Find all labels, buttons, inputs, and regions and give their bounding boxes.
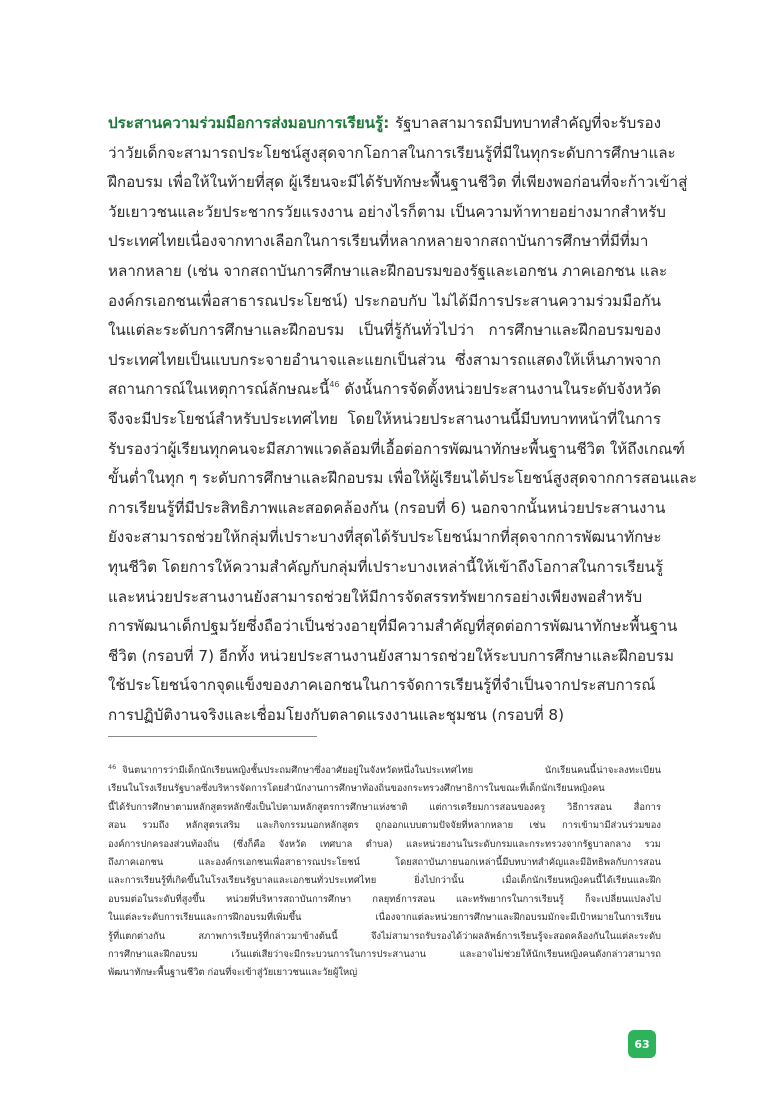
footnote-line: ถึงภาคเอกชน และองค์กรเอกชนเพื่อสาธารณประโยชน์ โดยสถาบันภายนอกเหล่านี้มีบทบาทสำคัญและมีอิทธิพลกับการสอน xyxy=(108,856,661,868)
paragraph-line: การเรียนรู้ที่มีประสิทธิภาพและสอดคล้องกัน (กรอบที่ 6) นอกจากนั้นหน่วยประสานงาน xyxy=(108,498,666,517)
paragraph-line: การปฏิบัติงานจริงและเชื่อมโยงกับตลาดแรงงานและชุมชน (กรอบที่ 8) xyxy=(108,705,565,724)
footnote-line: สอน รวมถึง หลักสูตรเสริม และกิจกรรมนอกหลักสูตร ถูกออกแบบตามปัจจัยที่หลากหลาย เช่น การเข้ามามีส่วนร่วมของ xyxy=(108,820,661,832)
footnote-line: การศึกษาและฝึกอบรม เว้นแต่เสียว่าจะมีกระบวนการในการประสานงาน และอาจไม่ช่วยให้นักเรียนหญิงคนดังกล่าวสามารถ xyxy=(108,948,661,960)
footnote xyxy=(108,762,661,983)
paragraph-line: หลากหลาย (เช่น จากสถาบันการศึกษาและฝึกอบรมของรัฐและเอกชน ภาคเอกชน และ xyxy=(108,261,668,280)
paragraph-line: และหน่วยประสานงานยังสามารถช่วยให้มีการจัดสรรทรัพยากรอย่างเพียงพอสำหรับ xyxy=(108,587,643,606)
paragraph-line-1: ประสานความร่วมมือการส่งมอบการเรียนรู้: รัฐบาลสามารถมีบทบาทสำคัญที่จะรับรอง xyxy=(108,114,661,132)
footnote-line: รู้ที่แตกต่างกัน สภาพการเรียนรู้ที่กล่าวมาข้างต้นนี้ จึงไม่สามารถรับรองได้ว่าผลลัพธ์การเรียนรู้จะสอดคล้องกันในแต่ละระดับ xyxy=(108,930,661,942)
footnote-number: 46 xyxy=(108,763,117,771)
paragraph-line: ประเทศไทยเป็นแบบกระจายอำนาจและแยกเป็นส่วน ซึ่งสามารถแสดงให้เห็นภาพจาก xyxy=(108,350,661,369)
section-heading: ประสานความร่วมมือการส่งมอบการเรียนรู้: xyxy=(108,114,390,132)
footnote-line: เรียนในโรงเรียนรัฐบาลซึ่งบริหารจัดการโดยสำนักงานการศึกษาท้องถิ่นของกระทรวงศึกษาธิการในขณะที่เด็กนักเรียนหญิงคน xyxy=(108,783,605,795)
paragraph-line-footnote-ref: สถานการณ์ในเหตุการณ์ลักษณะนี้$^{46}$ ดังนั้นการจัดตั้งหน่วยประสานงานในระดับจังหวัด xyxy=(108,380,661,399)
footnote-separator xyxy=(108,736,317,737)
footnote-line: พัฒนาทักษะพื้นฐานชีวิต ก่อนที่จะเข้าสู่วัยเยาวชนและวัยผู้ใหญ่ xyxy=(108,967,358,979)
page-number: 63 xyxy=(634,1037,650,1051)
paragraph-line: รับรองว่าผู้เรียนทุกคนจะมีสภาพแวดล้อมที่เอื้อต่อการพัฒนาทักษะพื้นฐานชีวิต ให้ถึงเกณฑ์ xyxy=(108,439,685,458)
page-number-badge xyxy=(628,1030,656,1058)
footnote-line: อบรมต่อในระดับที่สูงขึ้น หน่วยที่บริหารสถาบันการศึกษา กลยุทธ์การสอน และทรัพยากรในการเรียนรู้ ก็จะเปลี่ยนแปลงไป xyxy=(108,893,661,905)
paragraph-line: องค์กรเอกชนเพื่อสาธารณประโยชน์) ประกอบกับ ไม่ได้มีการประสานความร่วมมือกัน xyxy=(108,291,661,310)
footnote-reference[interactable]: 46 xyxy=(329,380,340,390)
footnote-line: ในแต่ละระดับการเรียนและการฝึกอบรมที่เพิ่มขึ้น เนื่องจากแต่ละหน่วยการศึกษาและฝึกอบรมมักจะมีเป้าหมายในการเรียน xyxy=(108,912,661,924)
paragraph-line: ว่าวัยเด็กจะสามารถประโยชน์สูงสุดจากโอกาสในการเรียนรู้ที่มีในทุกระดับการศึกษาและ xyxy=(108,143,676,162)
main-paragraph xyxy=(108,109,697,730)
paragraph-line: ชีวิต (กรอบที่ 7) อีกทั้ง หน่วยประสานงานยังสามารถช่วยให้ระบบการศึกษาและฝึกอบรม xyxy=(108,646,674,665)
paragraph-line: ยังจะสามารถช่วยให้กลุ่มที่เปราะบางที่สุดได้รับประโยชน์มากที่สุดจากการพัฒนาทักษะ xyxy=(108,528,662,547)
footnote-line-1: $^{46}$ จินตนาการว่ามีเด็กนักเรียนหญิงชั้นประถมศึกษาซึ่งอาศัยอยู่ในจังหวัดหนึ่งในประเทศไทย นักเรียนคนนี้น่าจะลงทะเบียน xyxy=(108,763,661,776)
paragraph-line: ทุนชีวิต โดยการให้ความสำคัญกับกลุ่มที่เปราะบางเหล่านี้ให้เข้าถึงโอกาสในการเรียนรู้ xyxy=(108,557,664,576)
footnote-line: องค์การปกครองส่วนท้องถิ่น (ซึ่งก็คือ จังหวัด เทศบาล ตำบล) และหน่วยงานในระดับกรมและกระทรวงจากรัฐบาลกลาง รวม xyxy=(108,838,661,850)
paragraph-line: ขั้นต่ำในทุก ๆ ระดับการศึกษาและฝึกอบรม เพื่อให้ผู้เรียนได้ประโยชน์สูงสุดจากการสอนและ xyxy=(108,469,697,488)
paragraph-line: ประเทศไทยเนื่องจากทางเลือกในการเรียนที่หลากหลายจากสถาบันการศึกษาที่มีที่มา xyxy=(108,232,649,251)
paragraph-line: ใช้ประโยชน์จากจุดแข็งของภาคเอกชนในการจัดการเรียนรู้ที่จำเป็นจากประสบการณ์ xyxy=(108,676,656,695)
paragraph-line: การพัฒนาเด็กปฐมวัยซึ่งถือว่าเป็นช่วงอายุที่มีความสำคัญที่สุดต่อการพัฒนาทักษะพื้นฐาน xyxy=(108,617,678,636)
paragraph-line: ฝึกอบรม เพื่อให้ในท้ายที่สุด ผู้เรียนจะมีได้รับทักษะพื้นฐานชีวิต ที่เพียงพอก่อนที่จะก้าวเข้าสู่ xyxy=(108,173,688,192)
footnote-line: และการเรียนรู้ที่เกิดขึ้นในโรงเรียนรัฐบาลและเอกชนทั่วประเทศไทย ยิ่งไปกว่านั้น เมื่อเด็กนักเรียนหญิงคนนี้ได้เรียนและฝึก xyxy=(108,875,661,887)
paragraph-line: วัยเยาวชนและวัยประชากรวัยแรงงาน อย่างไรก็ตาม เป็นความท้าทายอย่างมากสำหรับ xyxy=(108,202,666,221)
footnote-line: นี้ได้รับการศึกษาตามหลักสูตรหลักซึ่งเป็นไปตามหลักสูตรการศึกษาแห่งชาติ แต่การเตรียมการสอนของครู วิธีการสอน สื่อการ xyxy=(108,801,661,813)
paragraph-line: ในแต่ละระดับการศึกษาและฝึกอบรม เป็นที่รู้กันทั่วไปว่า การศึกษาและฝึกอบรมของ xyxy=(108,321,661,340)
paragraph-line: จึงจะมีประโยชน์สำหรับประเทศไทย โดยให้หน่วยประสานงานนี้มีบทบาทหน้าที่ในการ xyxy=(108,409,661,428)
